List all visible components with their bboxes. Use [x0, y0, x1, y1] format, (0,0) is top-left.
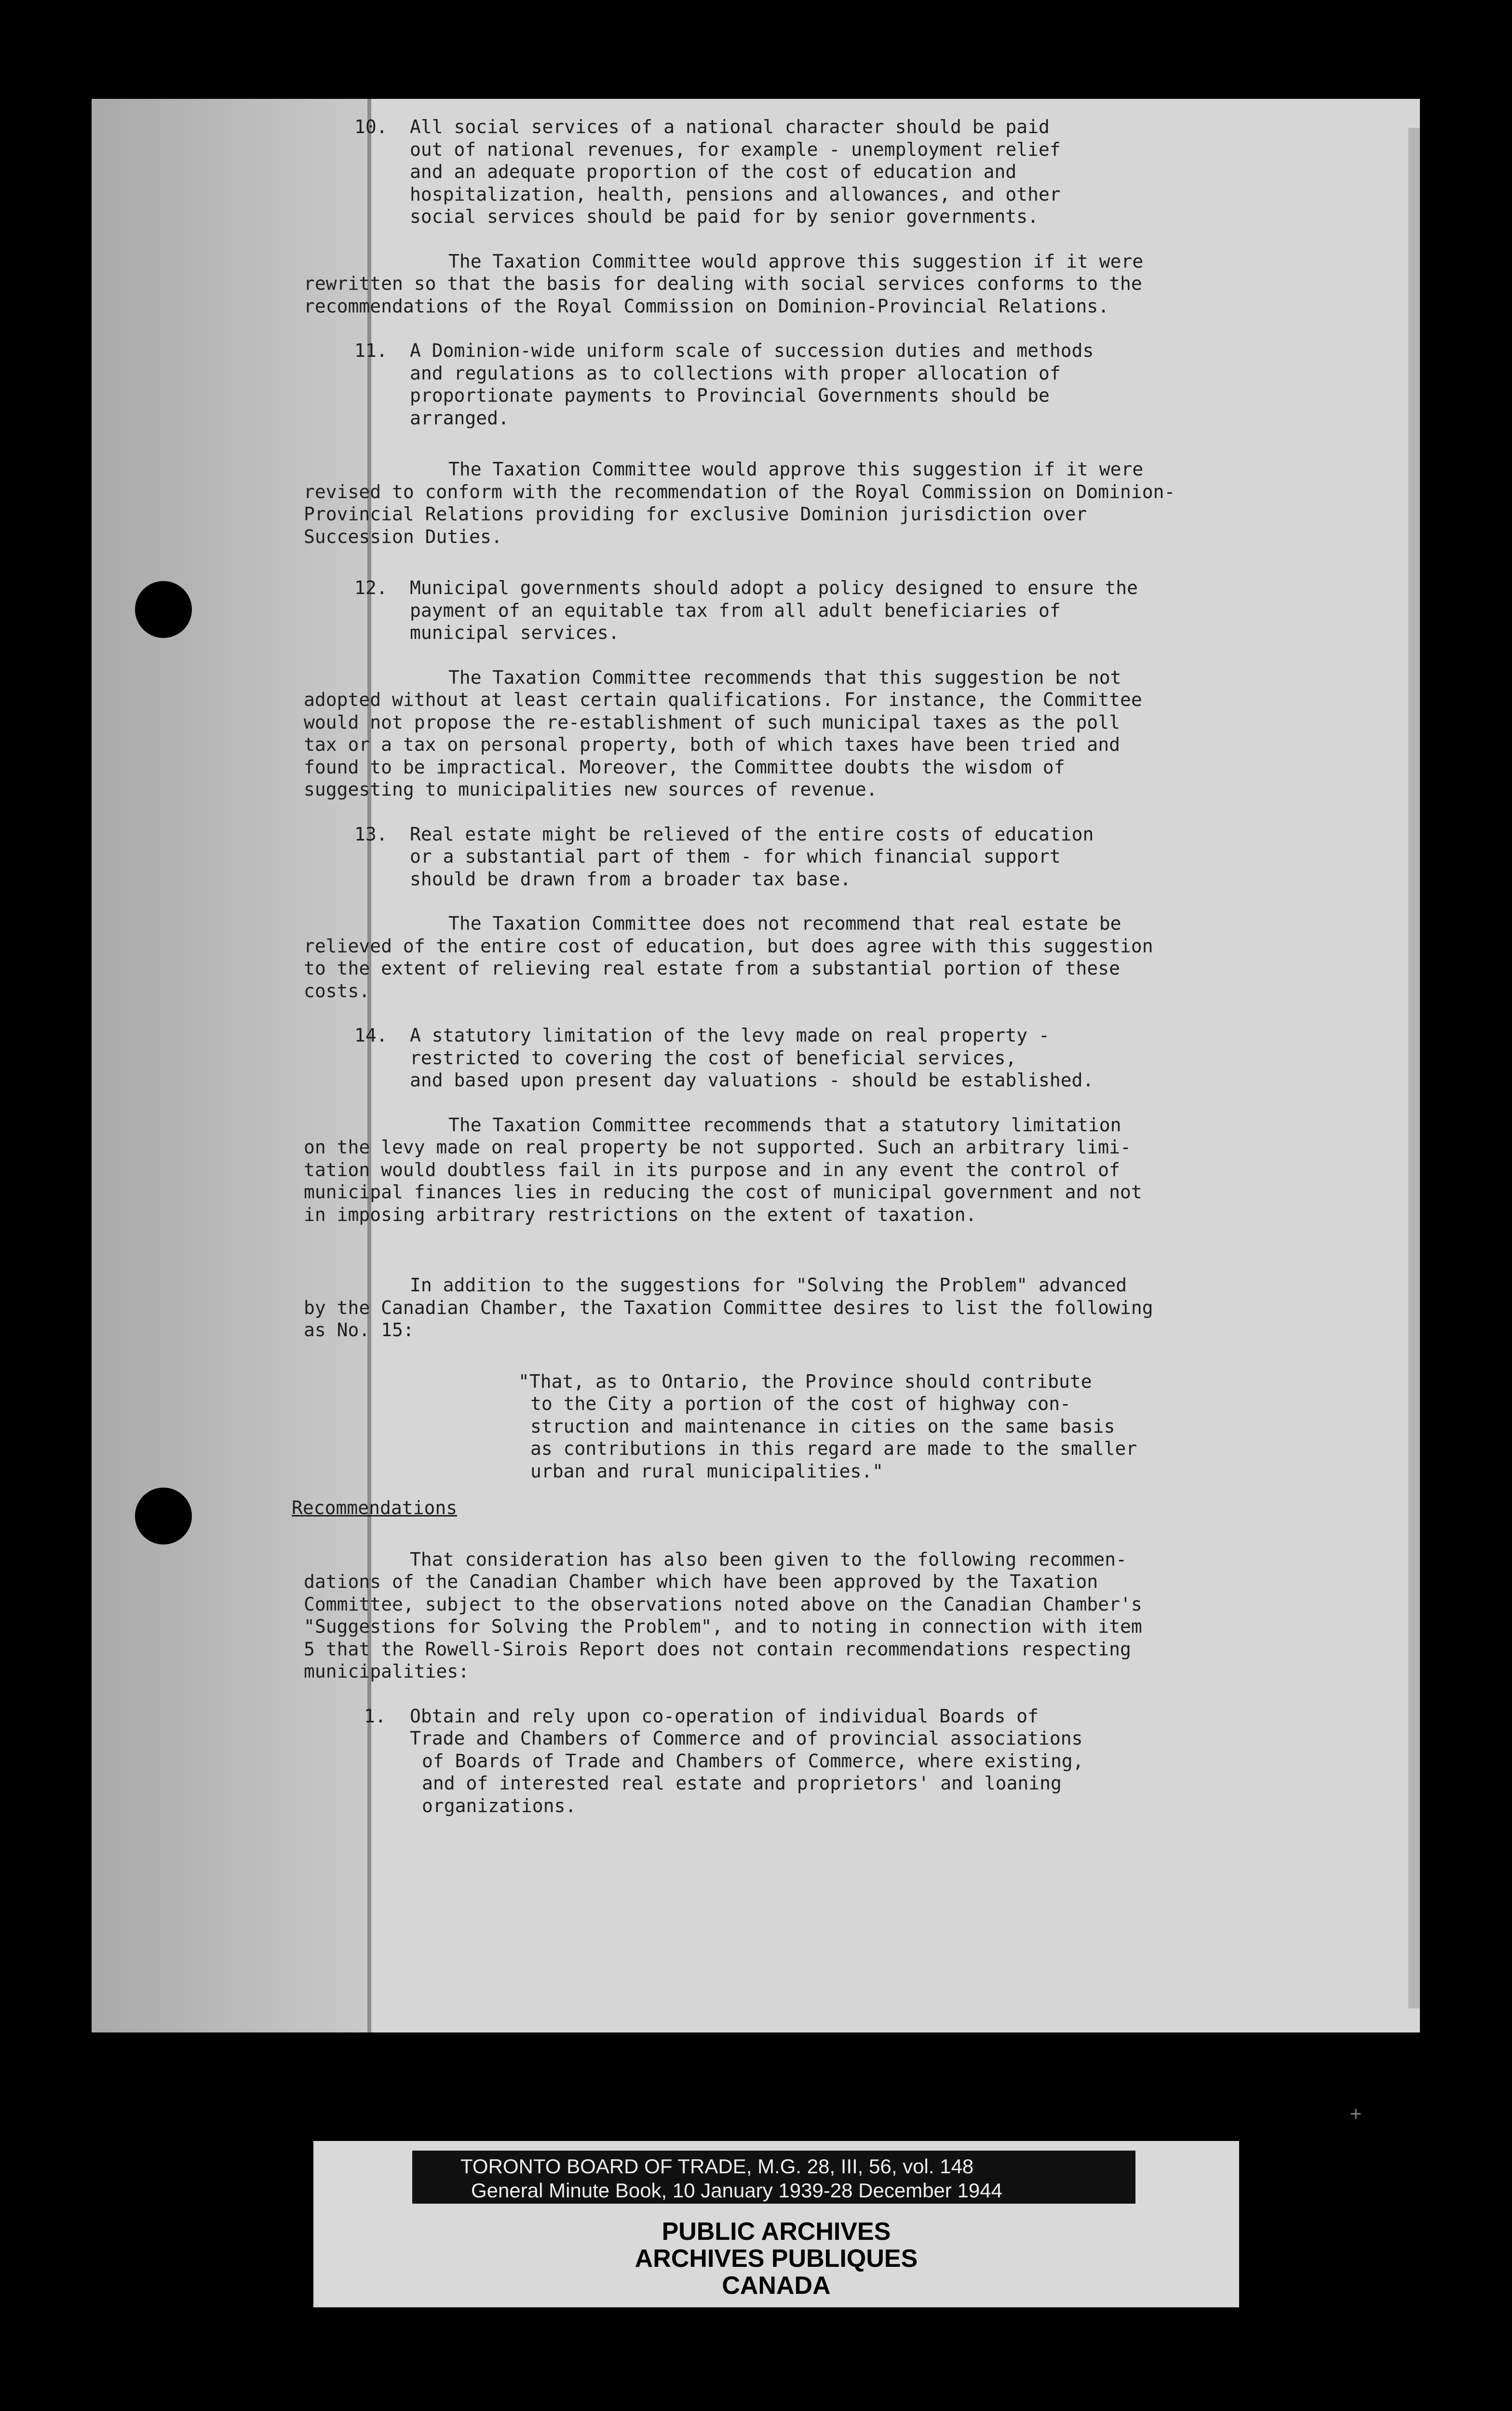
suggestion-item-11 [354, 339, 1343, 429]
item-line: proportionate payments to Provincial Governments should be [410, 385, 1050, 406]
intro-line: "Suggestions for Solving the Problem", and to noting in connection with item [304, 1616, 1142, 1637]
item-line: out of national revenues, for example - unemployment relief [410, 138, 1061, 160]
committee-response-12 [304, 666, 1343, 801]
stamp-line: CANADA [722, 2272, 831, 2300]
intro-line: Committee, subject to the observations noted above on the Canadian Chamber's [304, 1593, 1142, 1615]
item-number: 1. [364, 1705, 386, 1727]
item-number: 13. [354, 823, 388, 845]
quote-line: to the City a portion of the cost of highway con- [530, 1393, 1071, 1414]
response-line: costs. [304, 980, 370, 1002]
item-line: should be drawn from a broader tax base. [410, 868, 851, 890]
punch-hole-icon [135, 1488, 192, 1544]
margin-mark: + [1350, 2102, 1362, 2125]
response-line: adopted without at least certain qualifications. For instance, the Committee [304, 689, 1142, 710]
quote-line: urban and rural municipalities." [530, 1460, 884, 1482]
response-line: The Taxation Committee does not recommend that real estate be [448, 913, 1121, 934]
response-line: recommendations of the Royal Commission on Dominion-Provincial Relations. [304, 295, 1109, 317]
response-line: found to be impractical. Moreover, the Committee doubts the wisdom of [304, 756, 1065, 778]
item-line: of Boards of Trade and Chambers of Commerce, where existing, [422, 1750, 1084, 1772]
stamp-line: PUBLIC ARCHIVES [662, 2218, 891, 2246]
response-line: rewritten so that the basis for dealing with social services conforms to the [304, 273, 1142, 294]
quote-line: struction and maintenance in cities on the same basis [530, 1415, 1115, 1437]
response-line: to the extent of relieving real estate from a substantial portion of these [304, 958, 1120, 979]
response-line: The Taxation Committee recommends that this suggestion be not [448, 666, 1121, 688]
item-number: 10. [354, 116, 388, 137]
intro-line: dations of the Canadian Chamber which have been approved by the Taxation [304, 1571, 1098, 1592]
item-line: and based upon present day valuations - should be established. [410, 1070, 1094, 1091]
document-body [292, 116, 1343, 1817]
punch-hole-icon [135, 581, 192, 638]
item-line: payment of an equitable tax from all adult beneficiaries of [410, 599, 1061, 621]
quote-line: as contributions in this regard are made to the smaller [530, 1438, 1137, 1459]
archive-label [313, 2141, 1239, 2307]
item-line: A Dominion-wide uniform scale of succession duties and methods [410, 340, 1094, 361]
addition-line: In addition to the suggestions for "Solving the Problem" advanced [410, 1274, 1127, 1296]
item-line: social services should be paid for by senior governments. [410, 206, 1039, 227]
item-line: A statutory limitation of the levy made on real property - [410, 1025, 1050, 1046]
item-number: 14. [354, 1025, 388, 1046]
response-line: would not propose the re-establishment of such municipal taxes as the poll [304, 711, 1120, 733]
item-line: restricted to covering the cost of beneficial services, [410, 1047, 1017, 1069]
item-line: and regulations as to collections with proper allocation of [410, 362, 1061, 384]
item-line: Obtain and rely upon co-operation of individual Boards of [410, 1705, 1039, 1727]
response-line: The Taxation Committee would approve this suggestion if it were [448, 250, 1144, 272]
recommendation-item-1 [354, 1705, 1343, 1817]
item-line: or a substantial part of them - for which financial support [410, 846, 1061, 867]
page-edge [1408, 128, 1420, 2008]
item-line: Municipal governments should adopt a policy designed to ensure the [410, 577, 1138, 598]
committee-response-14 [304, 1114, 1343, 1226]
addition-paragraph [304, 1274, 1343, 1341]
intro-line: That consideration has also been given to the following recommen- [410, 1548, 1127, 1570]
response-line: The Taxation Committee would approve this suggestion if it were [448, 459, 1144, 480]
committee-response-13 [304, 912, 1343, 1002]
item-line: Real estate might be relieved of the entire costs of education [410, 823, 1094, 845]
response-line: tation would doubtless fail in its purpose and in any event the control of [304, 1159, 1120, 1180]
response-line: Provincial Relations providing for exclusive Dominion jurisdiction over [304, 503, 1087, 525]
response-line: Succession Duties. [304, 526, 502, 547]
response-line: revised to conform with the recommendation of the Royal Commission on Dominion- [304, 481, 1175, 502]
item-line: municipal services. [410, 622, 620, 643]
item-line: hospitalization, health, pensions and allowances, and other [410, 183, 1061, 205]
section-heading: Recommendations [292, 1497, 458, 1518]
response-line: The Taxation Committee recommends that a statutory limitation [448, 1114, 1121, 1136]
item-number: 11. [354, 340, 388, 361]
reference-line: General Minute Book, 10 January 1939-28 December 1944 [471, 2179, 1003, 2202]
committee-response-11 [304, 458, 1343, 548]
suggestion-item-14 [354, 1024, 1343, 1092]
item-number: 12. [354, 577, 388, 598]
response-line: tax or a tax on personal property, both of which taxes have been tried and [304, 734, 1120, 755]
response-line: suggesting to municipalities new sources of revenue. [304, 779, 878, 800]
recommendations-intro [304, 1548, 1343, 1683]
suggestion-item-12 [354, 577, 1343, 644]
response-line: relieved of the entire cost of education, but does agree with this suggestion [304, 935, 1153, 957]
stamp-line: ARCHIVES PUBLIQUES [634, 2245, 918, 2273]
intro-line: municipalities: [304, 1661, 470, 1682]
response-line: in imposing arbitrary restrictions on the extent of taxation. [304, 1204, 977, 1225]
quoted-suggestion-15 [518, 1370, 1193, 1483]
archive-reference [412, 2151, 1135, 2204]
response-line: municipal finances lies in reducing the cost of municipal government and not [304, 1181, 1142, 1203]
suggestion-item-13 [354, 823, 1343, 891]
quote-line: "That, as to Ontario, the Province should contribute [518, 1370, 1092, 1392]
intro-line: 5 that the Rowell-Sirois Report does not contain recommendations respecting [304, 1638, 1131, 1660]
reference-line: TORONTO BOARD OF TRADE, M.G. 28, III, 56, vol. 148 [460, 2155, 974, 2178]
addition-line: by the Canadian Chamber, the Taxation Committee desires to list the following [304, 1297, 1153, 1318]
item-line: Trade and Chambers of Commerce and of provincial associations [410, 1728, 1083, 1749]
item-line: organizations. [422, 1795, 577, 1816]
binding-strip [92, 99, 371, 2032]
committee-response-10 [304, 250, 1343, 318]
addition-line: as No. 15: [304, 1319, 414, 1341]
item-line: and of interested real estate and proprietors' and loaning [422, 1773, 1062, 1794]
item-line: All social services of a national character should be paid [410, 116, 1050, 137]
suggestion-item-10 [354, 116, 1343, 228]
item-line: arranged. [410, 407, 509, 429]
archive-stamp [313, 2218, 1239, 2299]
item-line: and an adequate proportion of the cost of education and [410, 161, 1017, 182]
response-line: on the levy made on real property be not supported. Such an arbitrary limi- [304, 1137, 1131, 1158]
